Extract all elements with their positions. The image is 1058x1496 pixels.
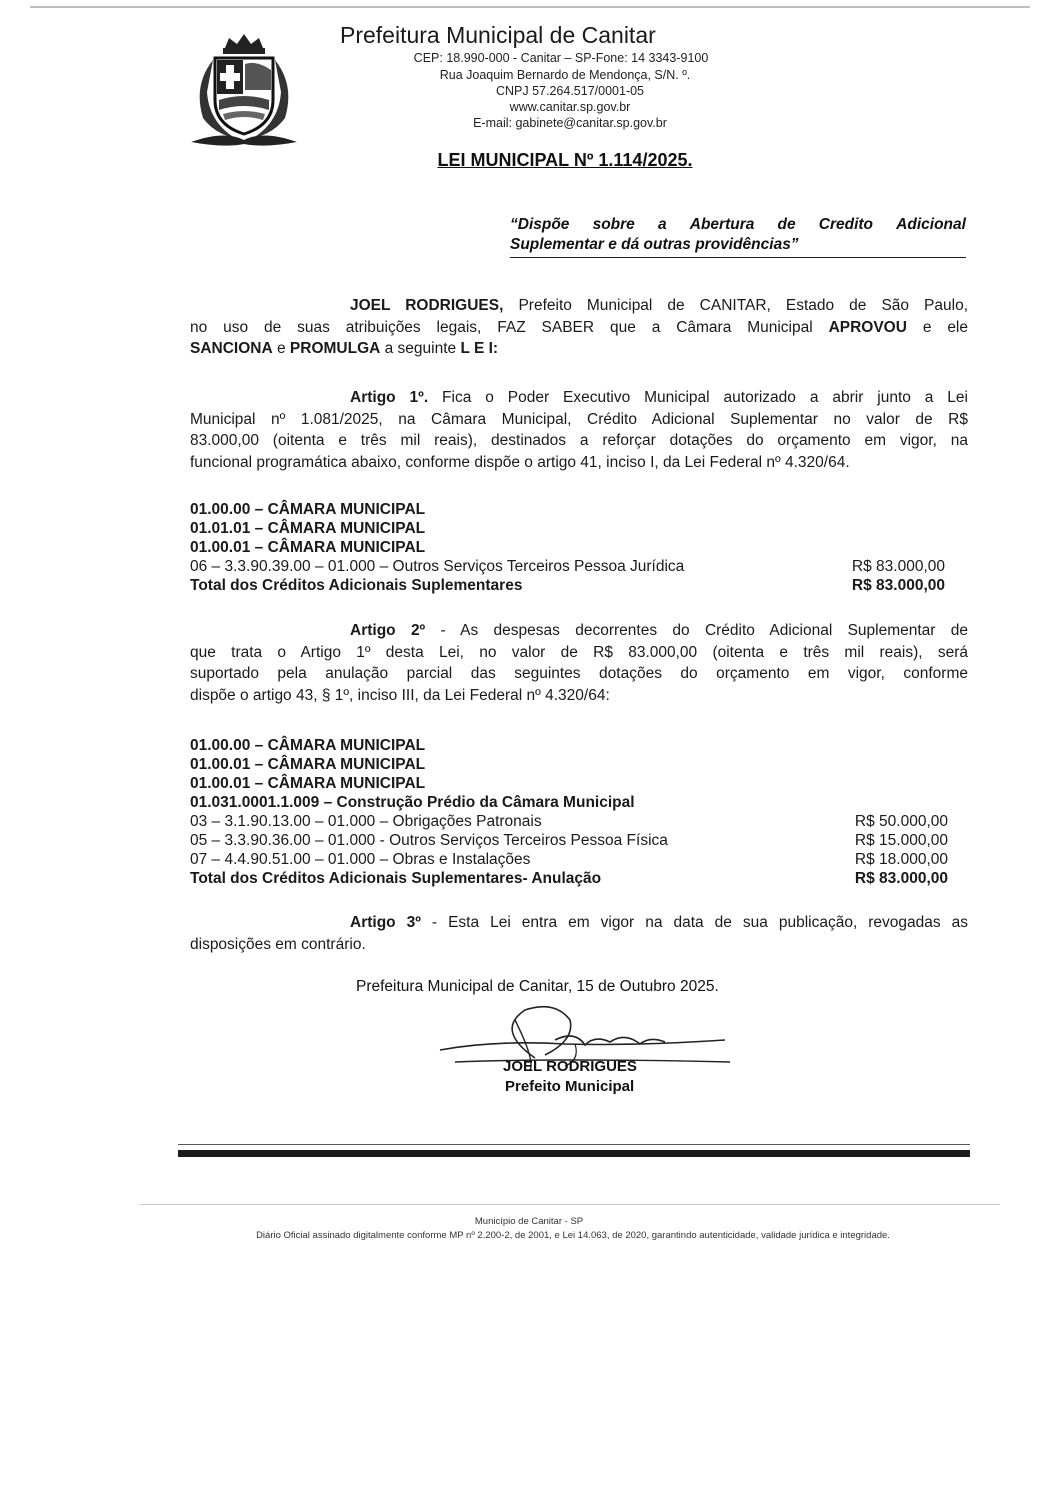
scan-top-edge bbox=[30, 6, 1030, 8]
law-summary bbox=[510, 215, 966, 258]
law-summary-line-1: “Dispõe sobre a Abertura de Credito Adicional bbox=[510, 216, 966, 233]
header-address-line: Rua Joaquim Bernardo de Mendonça, S/N. º. bbox=[439, 68, 691, 82]
header-address-line: CEP: 18.990-000 - Canitar – SP-Fone: 14 3343-9100 bbox=[413, 51, 709, 65]
law-summary-line-2: Suplementar e dá outras providências” bbox=[510, 236, 799, 253]
law-title: LEI MUNICIPAL Nº 1.114/2025. bbox=[437, 150, 693, 170]
article-3: Artigo 3º - Esta Lei entra em vigor na data de sua publicação, revogadas as disposições em contrário. bbox=[190, 914, 968, 953]
budget-item-row: 06 – 3.3.90.39.00 – 01.000 – Outros Serviços Terceiros Pessoa Jurídica R$ 83.000,00 bbox=[190, 558, 945, 575]
intro-paragraph: JOEL RODRIGUES, Prefeito Municipal de CANITAR, Estado de São Paulo, no uso de suas atribuições legais, FAZ SABER que a Câmara Municipal APROVOU e ele SANCIONA e PROMULGA a seguinte L E I: bbox=[190, 297, 969, 357]
budget-heading: 01.00.01 – CÂMARA MUNICIPAL bbox=[190, 539, 426, 556]
budget-heading: 01.00.01 – CÂMARA MUNICIPAL bbox=[190, 756, 426, 773]
budget-item-row: 03 – 3.1.90.13.00 – 01.000 – Obrigações Patronais R$ 50.000,00 bbox=[190, 813, 948, 830]
budget-heading: 01.00.00 – CÂMARA MUNICIPAL bbox=[190, 501, 426, 518]
budget-item-row: 07 – 4.4.90.51.00 – 01.000 – Obras e Instalações R$ 18.000,00 bbox=[190, 851, 948, 868]
signatory-name: JOEL RODRIGUES bbox=[503, 1058, 637, 1075]
footer-divider bbox=[178, 1144, 970, 1145]
signatory-role: Prefeito Municipal bbox=[505, 1078, 635, 1095]
budget-heading: 01.031.0001.1.009 – Construção Prédio da Câmara Municipal bbox=[190, 794, 635, 811]
header-website-line: www.canitar.sp.gov.br bbox=[509, 100, 631, 114]
institution-title: Prefeitura Municipal de Canitar bbox=[340, 22, 656, 48]
municipal-coat-of-arms-icon bbox=[185, 30, 303, 150]
date-line: Prefeitura Municipal de Canitar, 15 de Outubro 2025. bbox=[356, 978, 719, 995]
header-cnpj-line: CNPJ 57.264.517/0001-05 bbox=[495, 84, 645, 98]
footer-bar bbox=[178, 1150, 970, 1157]
footer-municipality: Município de Canitar - SP bbox=[474, 1216, 584, 1227]
budget-total-row: Total dos Créditos Adicionais Suplementares R$ 83.000,00 bbox=[190, 577, 945, 594]
budget-heading: 01.01.01 – CÂMARA MUNICIPAL bbox=[190, 520, 426, 537]
budget-total-row: Total dos Créditos Adicionais Suplementares- Anulação R$ 83.000,00 bbox=[190, 870, 948, 887]
budget-annulment-block bbox=[190, 736, 948, 888]
budget-allocation-block bbox=[190, 500, 945, 595]
article-1: Artigo 1º. Fica o Poder Executivo Municipal autorizado a abrir junto a Lei Municipal nº 1.081/2025, na Câmara Municipal, Crédito Adicional Suplementar no valor de R$ 83.000,00 (oitenta e três mil reais), destinados a reforçar dotações do orçamento em vigor, na funcional programática abaixo, conforme dispõe o artigo 41, inciso I, da Lei Federal nº 4.320/64. bbox=[190, 389, 968, 471]
header-email-line: E-mail: gabinete@canitar.sp.gov.br bbox=[473, 116, 667, 130]
footer-digital-signature-note: Diário Oficial assinado digitalmente conforme MP nº 2.200-2, de 2001, e Lei 14.063, de 2020, garantindo autenticidade, validade jurídica e integridade. bbox=[256, 1230, 890, 1241]
budget-heading: 01.00.00 – CÂMARA MUNICIPAL bbox=[190, 737, 426, 754]
footer-separator bbox=[140, 1204, 1000, 1205]
article-2: Artigo 2º - As despesas decorrentes do Crédito Adicional Suplementar de que trata o Artigo 1º desta Lei, no valor de R$ 83.000,00 (oitenta e três mil reais), será suportado pela anulação parcial das seguintes dotações do orçamento em vigor, conforme dispõe o artigo 43, § 1º, inciso III, da Lei Federal nº 4.320/64: bbox=[190, 622, 969, 704]
budget-item-row: 05 – 3.3.90.36.00 – 01.000 - Outros Serviços Terceiros Pessoa Física R$ 15.000,00 bbox=[190, 832, 948, 849]
budget-heading: 01.00.01 – CÂMARA MUNICIPAL bbox=[190, 775, 426, 792]
